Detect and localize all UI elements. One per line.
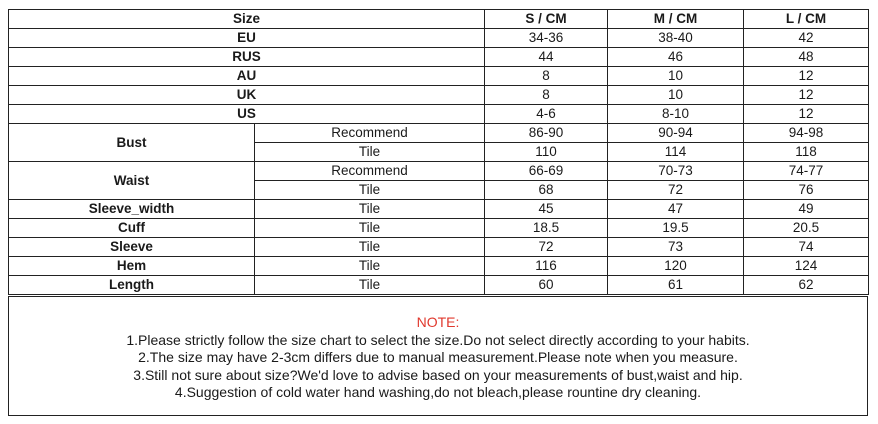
cell-m: 38-40	[608, 29, 744, 48]
cell-s: 66-69	[485, 162, 608, 181]
row-label: Sleeve	[9, 238, 255, 257]
row-label: Hem	[9, 257, 255, 276]
cell-s: 4-6	[485, 105, 608, 124]
cell-l: 48	[744, 48, 869, 67]
sub-label: Tile	[255, 276, 485, 295]
sub-label: Tile	[255, 219, 485, 238]
cell-l: 74-77	[744, 162, 869, 181]
bust-label: Bust	[9, 124, 255, 162]
cell-m: 90-94	[608, 124, 744, 143]
table-row	[9, 67, 869, 86]
cell-s: 116	[485, 257, 608, 276]
row-label: AU	[9, 67, 485, 86]
table-row	[9, 219, 869, 238]
note-title: NOTE:	[416, 314, 460, 330]
cell-l: 12	[744, 105, 869, 124]
cell-s: 8	[485, 86, 608, 105]
note-line: 4.Suggestion of cold water hand washing,do not bleach,please rountine dry cleaning.	[174, 384, 702, 400]
cell-s: 34-36	[485, 29, 608, 48]
sub-label: Tile	[255, 143, 485, 162]
table-row	[9, 48, 869, 67]
row-label: EU	[9, 29, 485, 48]
cell-l: 94-98	[744, 124, 869, 143]
note-box	[8, 296, 868, 416]
cell-l: 12	[744, 67, 869, 86]
note-line: 1.Please strictly follow the size chart to select the size.Do not select directly according to your habits.	[126, 331, 750, 348]
row-label: RUS	[9, 48, 485, 67]
header-size: Size	[9, 10, 485, 29]
cell-s: 86-90	[485, 124, 608, 143]
size-chart-table	[8, 9, 869, 295]
cell-m: 8-10	[608, 105, 744, 124]
row-label: US	[9, 105, 485, 124]
cell-s: 110	[485, 143, 608, 162]
table-row	[9, 86, 869, 105]
sub-label: Recommend	[255, 162, 485, 181]
cell-l: 49	[744, 200, 869, 219]
cell-m: 70-73	[608, 162, 744, 181]
table-row	[9, 238, 869, 257]
cell-l: 62	[744, 276, 869, 295]
table-row	[9, 257, 869, 276]
cell-s: 44	[485, 48, 608, 67]
row-label: Sleeve_width	[9, 200, 255, 219]
cell-m: 19.5	[608, 219, 744, 238]
sub-label: Tile	[255, 181, 485, 200]
cell-m: 61	[608, 276, 744, 295]
cell-l: 76	[744, 181, 869, 200]
table-row	[9, 29, 869, 48]
cell-l: 42	[744, 29, 869, 48]
header-l: L / CM	[744, 10, 869, 29]
sub-label: Tile	[255, 238, 485, 257]
row-label: Length	[9, 276, 255, 295]
table-row	[9, 200, 869, 219]
cell-s: 45	[485, 200, 608, 219]
cell-m: 47	[608, 200, 744, 219]
header-row	[9, 10, 869, 29]
cell-m: 73	[608, 238, 744, 257]
waist-label: Waist	[9, 162, 255, 200]
cell-m: 72	[608, 181, 744, 200]
cell-m: 46	[608, 48, 744, 67]
cell-m: 120	[608, 257, 744, 276]
cell-l: 124	[744, 257, 869, 276]
sub-label: Tile	[255, 257, 485, 276]
row-label: Cuff	[9, 219, 255, 238]
table-row	[9, 105, 869, 124]
cell-l: 74	[744, 238, 869, 257]
header-s: S / CM	[485, 10, 608, 29]
cell-s: 18.5	[485, 219, 608, 238]
cell-l: 118	[744, 143, 869, 162]
cell-m: 10	[608, 86, 744, 105]
cell-s: 8	[485, 67, 608, 86]
cell-l: 12	[744, 86, 869, 105]
sub-label: Recommend	[255, 124, 485, 143]
note-line: 2.The size may have 2-3cm differs due to manual measurement.Please note when you measure.	[138, 349, 738, 365]
cell-m: 10	[608, 67, 744, 86]
cell-s: 72	[485, 238, 608, 257]
header-m: M / CM	[608, 10, 744, 29]
row-label: UK	[9, 86, 485, 105]
cell-l: 20.5	[744, 219, 869, 238]
table-row	[9, 276, 869, 295]
table-row	[9, 124, 869, 143]
note-line: 3.Still not sure about size?We'd love to advise based on your measurements of bust,waist and hip.	[133, 366, 743, 383]
sub-label: Tile	[255, 200, 485, 219]
table-row	[9, 162, 869, 181]
cell-s: 68	[485, 181, 608, 200]
cell-m: 114	[608, 143, 744, 162]
cell-s: 60	[485, 276, 608, 295]
